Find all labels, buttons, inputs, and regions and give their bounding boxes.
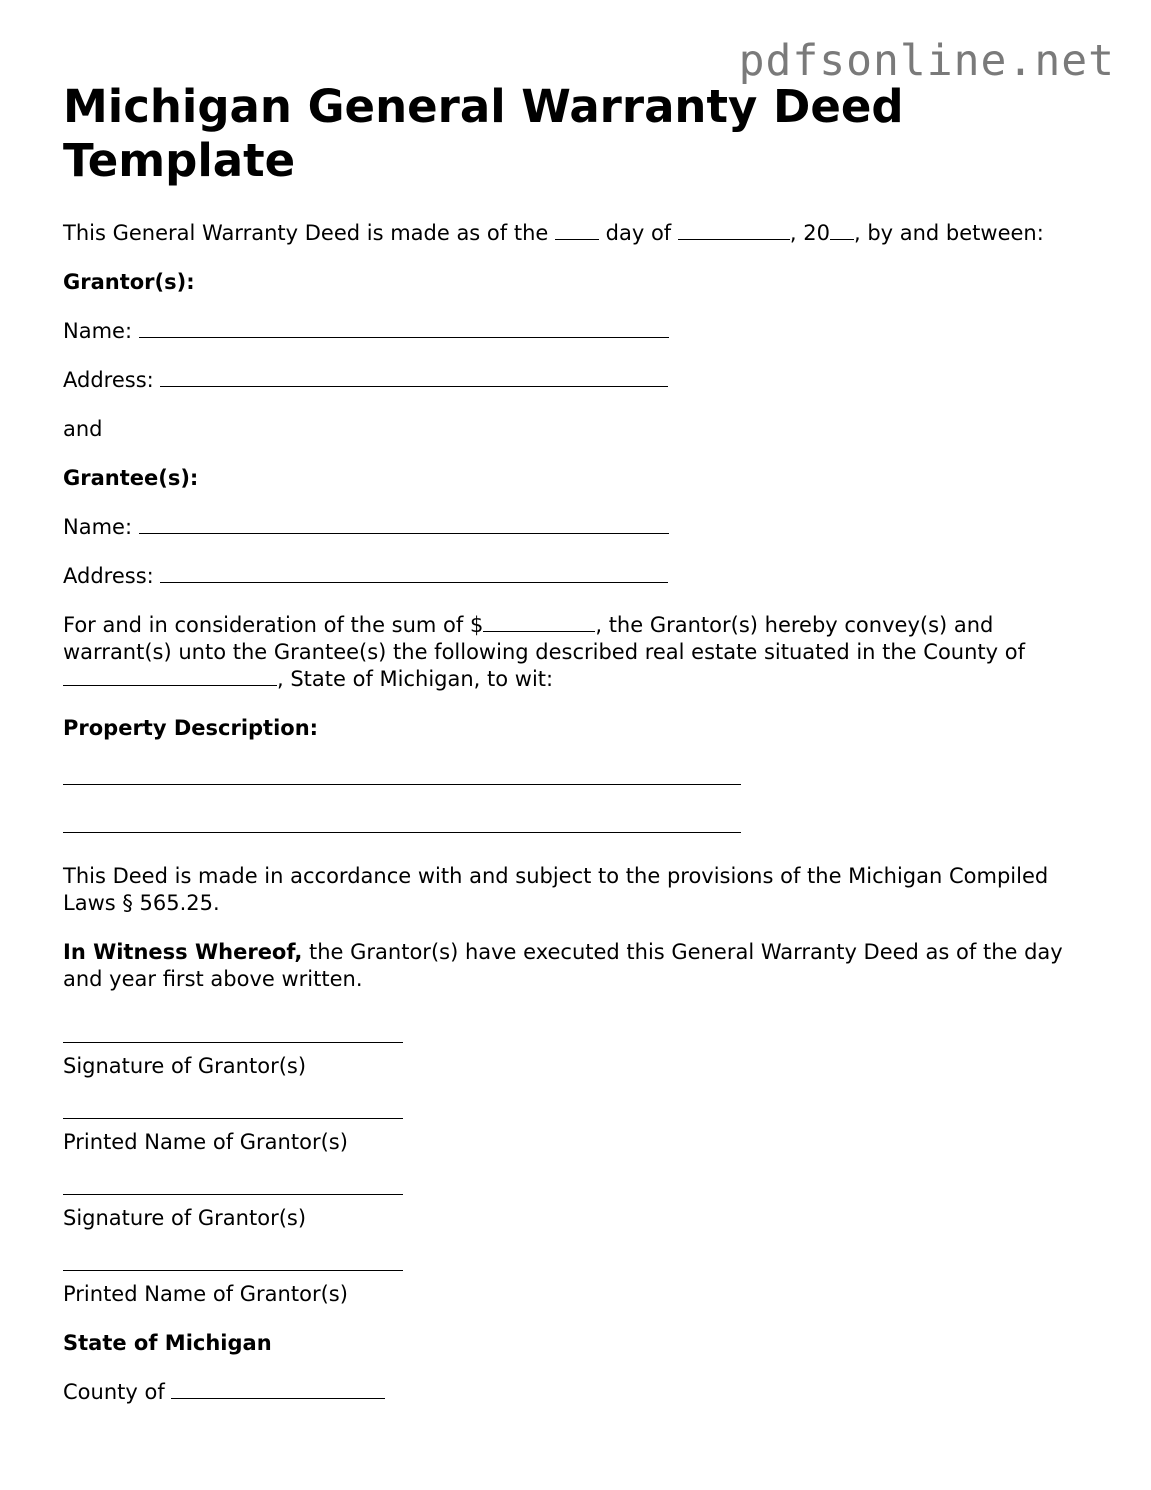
- county-label: County of: [63, 1380, 172, 1404]
- witness-bold-text: In Witness Whereof,: [63, 940, 303, 964]
- signature-label-1: Signature of Grantor(s): [63, 1054, 307, 1078]
- watermark: pdfsonline.net: [738, 36, 1115, 86]
- consideration-paragraph: [63, 612, 1083, 693]
- intro-text-2: day of: [598, 221, 678, 245]
- intro-paragraph: [63, 220, 1083, 247]
- county-blank[interactable]: [63, 667, 277, 686]
- grantor-heading: Grantor(s):: [63, 270, 195, 294]
- grantee-heading: Grantee(s):: [63, 466, 199, 490]
- intro-text-3: , 20: [789, 221, 830, 245]
- and-text: and: [63, 417, 103, 441]
- state-heading: State of Michigan: [63, 1331, 272, 1355]
- sum-blank[interactable]: [483, 613, 595, 632]
- grantee-address-blank[interactable]: [160, 564, 668, 583]
- month-blank[interactable]: [678, 221, 790, 240]
- witness-text: the Grantor(s) have executed this General Warranty Deed as of the day and year first above written.: [63, 940, 1063, 991]
- grantor-address-blank[interactable]: [160, 368, 668, 387]
- signature-line-1[interactable]: [63, 1041, 403, 1043]
- consideration-text-1: For and in consideration of the sum of $: [63, 613, 484, 637]
- signature-line-2[interactable]: [63, 1117, 403, 1119]
- witness-paragraph: [63, 939, 1083, 993]
- grantor-name-blank[interactable]: [139, 319, 669, 338]
- grantee-name-field: [63, 514, 1083, 541]
- grantee-name-label: Name:: [63, 515, 139, 539]
- consideration-text-3: , State of Michigan, to wit:: [277, 667, 554, 691]
- signature-block-3: [63, 1193, 1083, 1232]
- signature-block-2: [63, 1117, 1083, 1156]
- signature-label-3: Signature of Grantor(s): [63, 1206, 307, 1230]
- day-blank[interactable]: [555, 221, 599, 240]
- intro-text-4: , by and between:: [853, 221, 1044, 245]
- page-title: Michigan General Warranty Deed Template: [63, 80, 904, 187]
- grantee-address-label: Address:: [63, 564, 161, 588]
- property-line-1[interactable]: [63, 783, 741, 785]
- property-line-2[interactable]: [63, 831, 741, 833]
- grantor-address-field: [63, 367, 1083, 394]
- grantor-name-field: [63, 318, 1083, 345]
- property-description-heading: Property Description:: [63, 716, 319, 740]
- signature-label-4: Printed Name of Grantor(s): [63, 1282, 348, 1306]
- signature-label-2: Printed Name of Grantor(s): [63, 1130, 348, 1154]
- signature-line-4[interactable]: [63, 1269, 403, 1271]
- grantor-address-label: Address:: [63, 368, 161, 392]
- consideration-text-2: , the Grantor(s) hereby convey(s) and warrant(s) unto the Grantee(s) the following described real estate situated in the County of: [63, 613, 1025, 664]
- intro-text-1: This General Warranty Deed is made as of the: [63, 221, 555, 245]
- document: [63, 80, 1083, 1406]
- county-field: [63, 1379, 1083, 1406]
- year-blank[interactable]: [830, 221, 854, 240]
- signature-block-1: [63, 1041, 1083, 1080]
- signature-block-4: [63, 1269, 1083, 1308]
- signature-line-3[interactable]: [63, 1193, 403, 1195]
- county-of-blank[interactable]: [171, 1380, 385, 1399]
- grantee-address-field: [63, 563, 1083, 590]
- provisions-paragraph: This Deed is made in accordance with and subject to the provisions of the Michigan Compiled Laws § 565.25.: [63, 864, 1049, 915]
- grantor-name-label: Name:: [63, 319, 139, 343]
- grantee-name-blank[interactable]: [139, 515, 669, 534]
